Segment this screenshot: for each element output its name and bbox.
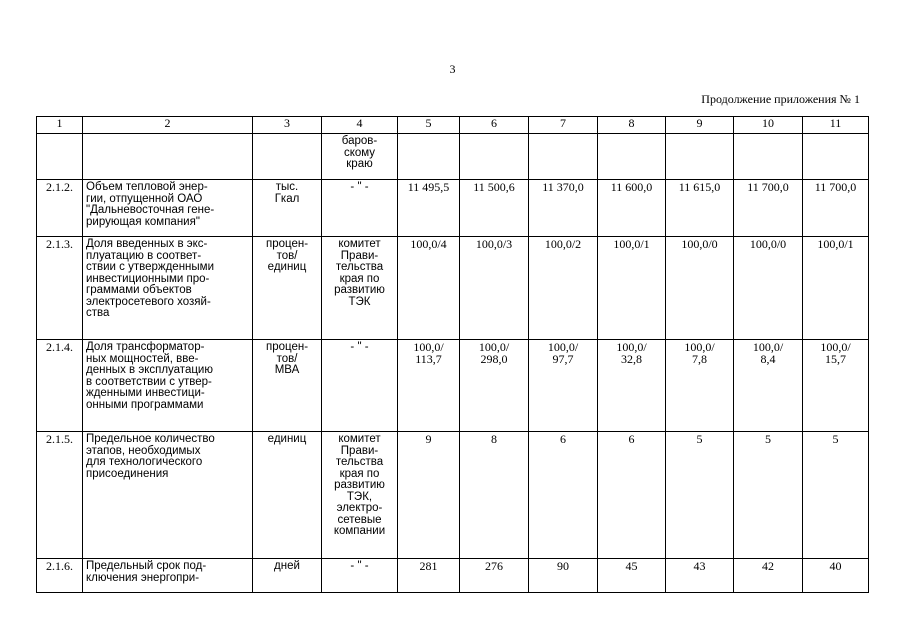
table-row xyxy=(37,180,869,237)
value-cell: 281 xyxy=(398,559,460,593)
data-table xyxy=(36,116,869,593)
value-cell: 100,0/1 xyxy=(803,237,869,340)
value-cell: 45 xyxy=(598,559,666,593)
unit xyxy=(253,134,322,180)
value-cell: 100,0/ 8,4 xyxy=(734,340,803,432)
column-header: 10 xyxy=(734,117,803,134)
table-row xyxy=(37,559,869,593)
value-cell: 100,0/ 113,7 xyxy=(398,340,460,432)
column-header: 7 xyxy=(529,117,598,134)
executor: - " - xyxy=(322,180,398,237)
executor: комитет Прави- тельства края по развитию ТЭК, электро- сетевые компании xyxy=(322,432,398,559)
table-row xyxy=(37,340,869,432)
value-cell: 11 370,0 xyxy=(529,180,598,237)
column-header: 8 xyxy=(598,117,666,134)
row-number: 2.1.3. xyxy=(37,237,83,340)
unit: процен- тов/ единиц xyxy=(253,237,322,340)
row-number: 2.1.6. xyxy=(37,559,83,593)
indicator-name: Предельное количество этапов, необходимых для технологического присоединения xyxy=(83,432,253,559)
value-cell: 100,0/2 xyxy=(529,237,598,340)
executor: - " - xyxy=(322,559,398,593)
value-cell: 100,0/0 xyxy=(734,237,803,340)
unit: единиц xyxy=(253,432,322,559)
value-cell: 6 xyxy=(529,432,598,559)
unit: тыс. Гкал xyxy=(253,180,322,237)
page-number: 3 xyxy=(449,62,456,76)
value-cell: 276 xyxy=(460,559,529,593)
column-header: 2 xyxy=(83,117,253,134)
value-cell: 11 700,0 xyxy=(803,180,869,237)
executor: баров- скому краю xyxy=(322,134,398,180)
value-cell: 11 500,6 xyxy=(460,180,529,237)
value-cell: 6 xyxy=(598,432,666,559)
indicator-name: Доля трансформатор- ных мощностей, вве- денных в эксплуатацию в соответствии с утвер- жденными инвестици- онными программами xyxy=(83,340,253,432)
value-cell: 9 xyxy=(398,432,460,559)
value-cell: 42 xyxy=(734,559,803,593)
unit: дней xyxy=(253,559,322,593)
value-cell: 11 615,0 xyxy=(666,180,734,237)
table-row xyxy=(37,237,869,340)
value-cell: 100,0/ 298,0 xyxy=(460,340,529,432)
column-header: 3 xyxy=(253,117,322,134)
column-header: 9 xyxy=(666,117,734,134)
executor: комитет Прави- тельства края по развитию ТЭК xyxy=(322,237,398,340)
value-cell: 100,0/ 32,8 xyxy=(598,340,666,432)
value-cell xyxy=(460,134,529,180)
value-cell: 11 700,0 xyxy=(734,180,803,237)
value-cell: 100,0/3 xyxy=(460,237,529,340)
value-cell: 43 xyxy=(666,559,734,593)
value-cell: 40 xyxy=(803,559,869,593)
value-cell xyxy=(734,134,803,180)
value-cell xyxy=(666,134,734,180)
indicator-name: Предельный срок под- ключения энергопри- xyxy=(83,559,253,593)
table-row xyxy=(37,134,869,180)
indicator-name xyxy=(83,134,253,180)
value-cell xyxy=(803,134,869,180)
appendix-continuation-note: Продолжение приложения № 1 xyxy=(701,92,860,106)
value-cell: 100,0/0 xyxy=(666,237,734,340)
row-number: 2.1.4. xyxy=(37,340,83,432)
column-header: 1 xyxy=(37,117,83,134)
value-cell xyxy=(529,134,598,180)
column-header: 6 xyxy=(460,117,529,134)
value-cell: 5 xyxy=(734,432,803,559)
row-number xyxy=(37,134,83,180)
unit: процен- тов/ МВА xyxy=(253,340,322,432)
value-cell xyxy=(398,134,460,180)
value-cell: 11 600,0 xyxy=(598,180,666,237)
column-header: 4 xyxy=(322,117,398,134)
value-cell xyxy=(598,134,666,180)
value-cell: 100,0/1 xyxy=(598,237,666,340)
value-cell: 90 xyxy=(529,559,598,593)
table-row xyxy=(37,432,869,559)
row-number: 2.1.2. xyxy=(37,180,83,237)
executor: - " - xyxy=(322,340,398,432)
value-cell: 5 xyxy=(803,432,869,559)
value-cell: 100,0/ 7,8 xyxy=(666,340,734,432)
column-header: 11 xyxy=(803,117,869,134)
indicator-name: Доля введенных в экс- плуатацию в соответ- ствии с утвержденными инвестиционными про- граммами объектов электросетевого хозяй- ства xyxy=(83,237,253,340)
value-cell: 100,0/ 15,7 xyxy=(803,340,869,432)
value-cell: 8 xyxy=(460,432,529,559)
value-cell: 11 495,5 xyxy=(398,180,460,237)
value-cell: 5 xyxy=(666,432,734,559)
value-cell: 100,0/ 97,7 xyxy=(529,340,598,432)
column-header: 5 xyxy=(398,117,460,134)
indicator-name: Объем тепловой энер- гии, отпущенной ОАО "Дальневосточная гене- рирующая компания" xyxy=(83,180,253,237)
row-number: 2.1.5. xyxy=(37,432,83,559)
value-cell: 100,0/4 xyxy=(398,237,460,340)
table-header-row xyxy=(37,117,869,134)
